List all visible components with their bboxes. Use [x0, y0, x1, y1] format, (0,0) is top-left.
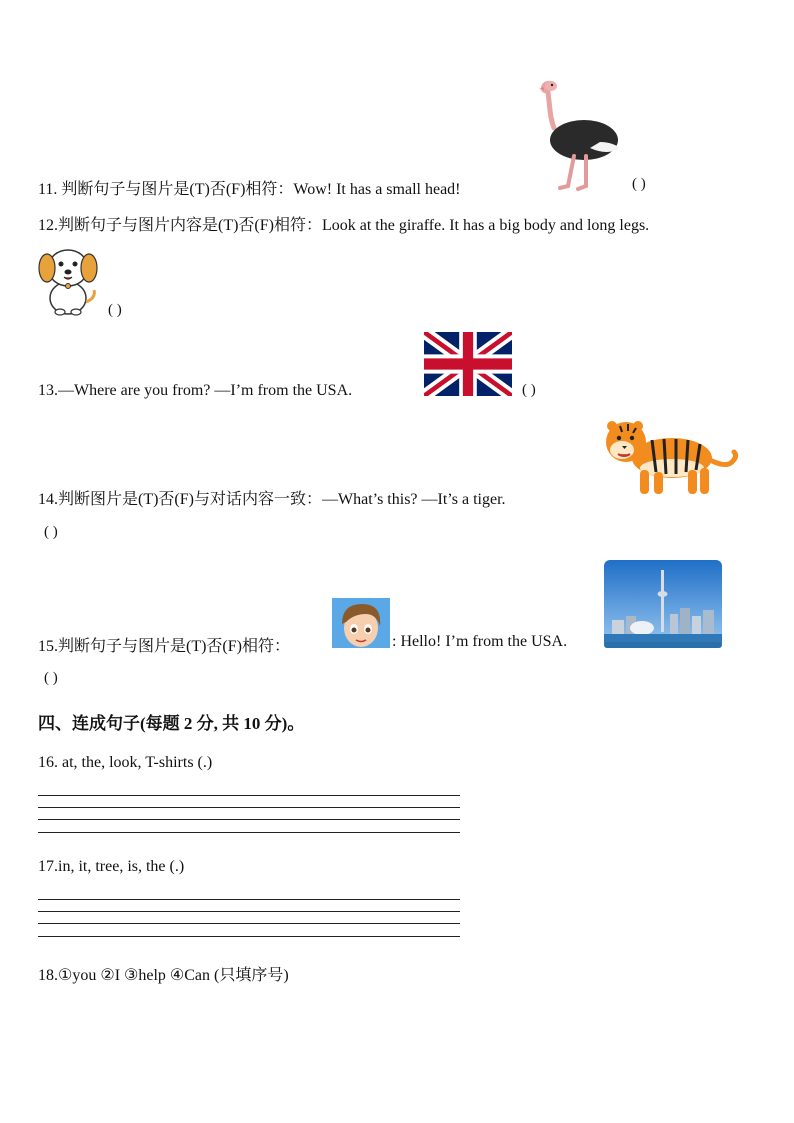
puppy-image	[36, 240, 100, 318]
question-18-text: 18.①you ②I ③help ④Can (只填序号)	[38, 967, 289, 984]
question-14-text: 14.判断图片是(T)否(F)与对话内容一致：—What’s this? —It’s a tiger.	[38, 491, 506, 508]
question-16-answer-line-3[interactable]	[38, 819, 460, 820]
section-4-heading: 四、连成句子(每题 2 分, 共 10 分)。	[38, 714, 305, 733]
question-15-answer-blank[interactable]: ( )	[44, 670, 58, 686]
question-17-text: 17.in, it, tree, is, the (.)	[38, 858, 185, 875]
question-15-text-before: 15.判断句子与图片是(T)否(F)相符：	[38, 638, 290, 655]
question-16-answer-line-2[interactable]	[38, 807, 460, 808]
tiger-image	[600, 412, 740, 498]
question-16-answer-line-4[interactable]	[38, 832, 460, 833]
uk-flag-image	[424, 332, 512, 396]
question-17-answer-line-4[interactable]	[38, 936, 460, 937]
question-14-answer-blank[interactable]: ( )	[44, 524, 58, 540]
question-16-text: 16. at, the, look, T-shirts (.)	[38, 754, 213, 771]
boy-avatar-image	[332, 598, 390, 648]
question-17-answer-line-2[interactable]	[38, 911, 460, 912]
question-13-answer-blank[interactable]: ( )	[522, 382, 536, 398]
question-16-answer-line-1[interactable]	[38, 795, 460, 796]
city-skyline-image	[604, 560, 722, 648]
question-12-answer-blank[interactable]: ( )	[108, 302, 122, 318]
question-17-answer-line-1[interactable]	[38, 899, 460, 900]
question-11-answer-blank[interactable]: ( )	[632, 176, 646, 192]
question-15-text-after: : Hello! I’m from the USA.	[392, 633, 568, 650]
question-11-text: 11. 判断句子与图片是(T)否(F)相符：Wow! It has a small head!	[38, 181, 461, 198]
question-17-answer-line-3[interactable]	[38, 923, 460, 924]
question-12-text: 12.判断句子与图片内容是(T)否(F)相符：Look at the giraffe. It has a big body and long legs.	[38, 217, 650, 234]
question-13-text: 13.—Where are you from? —I’m from the USA.	[38, 382, 353, 399]
ostrich-image	[538, 78, 624, 193]
